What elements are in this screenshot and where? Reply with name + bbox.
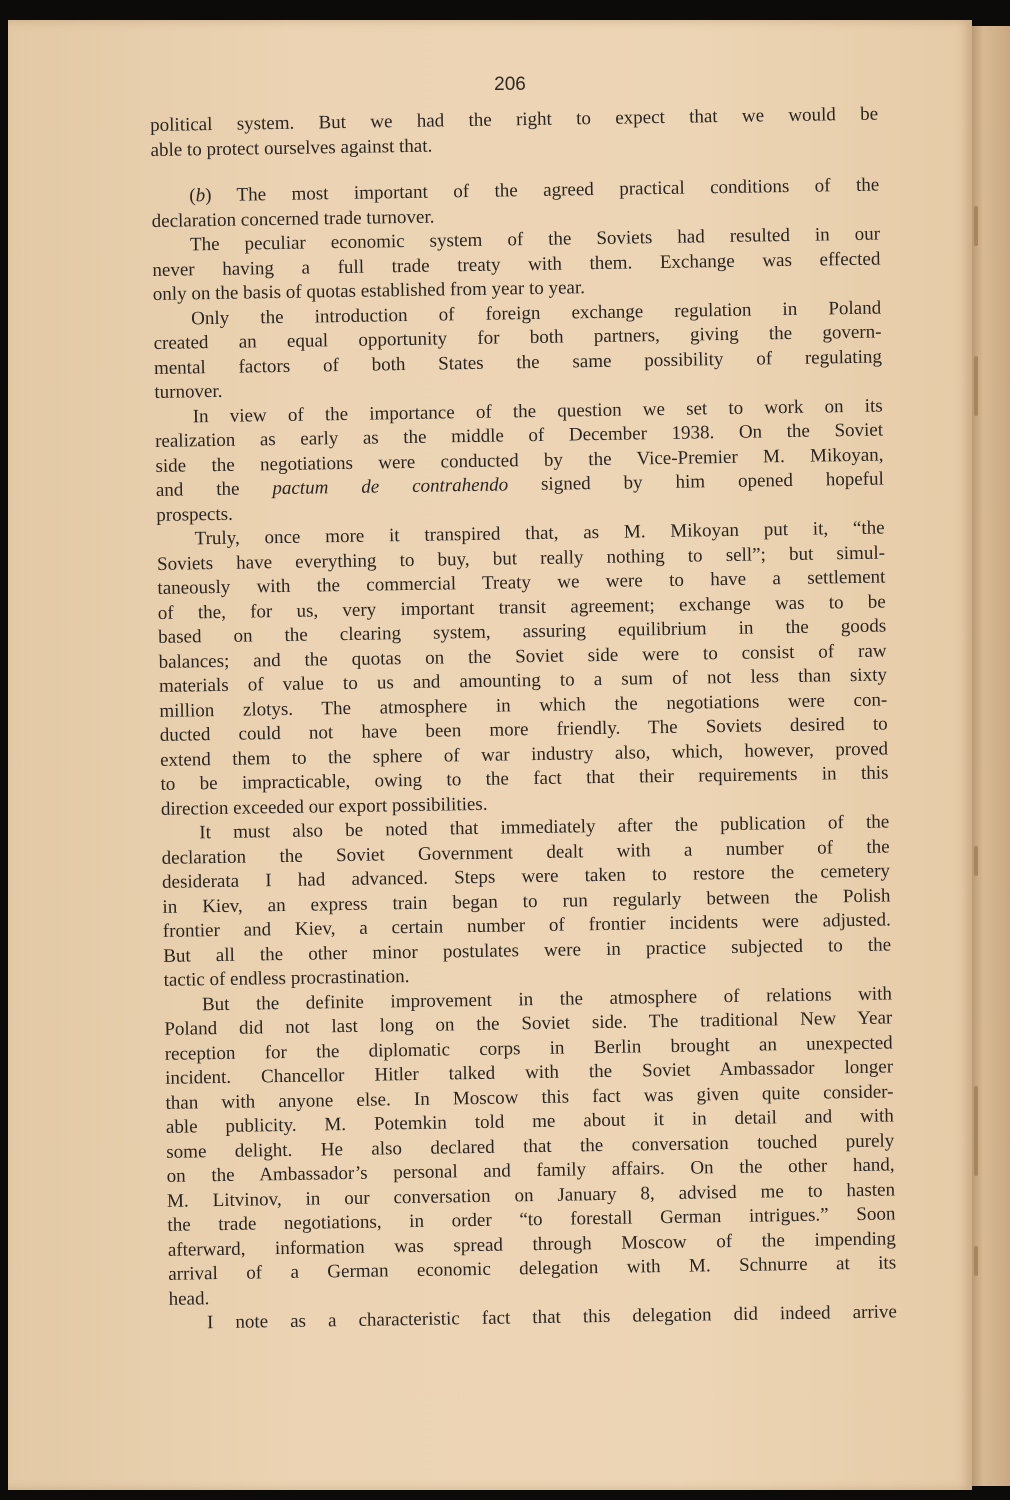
text-line: turnover. (154, 380, 223, 403)
text-line: only on the basis of quotas established from year to year. (152, 277, 586, 305)
text-line: afterward, information was spread through Moscow of the impending (167, 1227, 896, 1261)
text-line: taneously with the commercial Treaty we were to have a settlement (157, 566, 886, 599)
text-line: never having a full trade treaty with them. Exchange was effected (152, 248, 881, 281)
text-line: political system. But we had the right to expect that we would be (150, 103, 879, 136)
text-line: prospects. (156, 503, 233, 526)
page-number: 206 (494, 74, 526, 95)
text-line: But all the other minor postulates were in practice subjected to the (163, 933, 892, 967)
text-line: M. Litvinov, in our conversation on January 8, advised me to hasten (166, 1178, 896, 1212)
text-line: I note as a characteristic fact that this delegation did indeed arrive (206, 1301, 898, 1334)
text-line: declaration concerned trade turnover. (151, 206, 435, 232)
text-line: It must also be noted that immediately after the publication of the (199, 811, 890, 844)
text-line: mental factors of both States the same possibility of regulating (153, 346, 883, 379)
text-line: tactic of endless procrastination. (163, 966, 410, 991)
text-line: of the, for us, very important transit agreement; exchange was to be (157, 591, 886, 624)
text-line: in Kiev, an express train began to run regularly between the Polish (162, 884, 891, 918)
text-line: extend them to the sphere of war industry also, which, however, proved (159, 737, 889, 771)
text-line: and the pactum de contrahendo signed by him opened hopeful (155, 468, 884, 501)
text-line: side the negotiations were conducted by the Vice-Premier M. Mikoyan, (155, 444, 884, 477)
text-line: Poland did not last long on the Soviet side. The traditional New Year (164, 1007, 893, 1040)
body-text (150, 103, 897, 1337)
text-line: realization as early as the middle of December 1938. On the Soviet (154, 419, 884, 452)
text-line: Truly, once more it transpired that, as M. Mikoyan put it, “the (194, 517, 885, 550)
text-line: some delight. He also declared that the conversation touched purely (166, 1129, 895, 1163)
text-line: on the Ambassador’s personal and family affairs. On the other hand, (166, 1154, 895, 1187)
text-line: desiderata I had advanced. Steps were taken to restore the cemetery (161, 860, 891, 893)
text-line: direction exceeded our export possibilities. (160, 793, 488, 820)
text-line: arrival of a German economic delegation with M. Schnurre at its (168, 1252, 897, 1285)
text-line: created an equal opportunity for both partners, giving the govern- (153, 321, 882, 354)
text-line: incident. Chancellor Hitler talked with the Soviet Ambassador longer (164, 1056, 894, 1089)
text-line: than with anyone else. In Moscow this fact was given quite consider- (165, 1080, 894, 1114)
text-line: The peculiar economic system of the Soviets had resulted in our (189, 223, 881, 256)
text-line: ducted could not have been more friendly. The Soviets desired to (159, 713, 888, 746)
text-line: reception for the diplomatic corps in Berlin brought an unexpected (164, 1031, 893, 1065)
text-line: Soviets have everything to buy, but really nothing to sell”; but simul- (156, 542, 886, 575)
text-line: to be impracticable, owing to the fact that their requirements in this (160, 762, 889, 795)
text-line: In view of the importance of the question we set to work on its (192, 395, 883, 427)
text-line: Only the introduction of foreign exchange regulation in Poland (191, 297, 882, 329)
text-line: head. (168, 1287, 210, 1310)
text-line: based on the clearing system, assuring equilibrium in the goods (158, 615, 887, 648)
text-line: balances; and the quotas on the Soviet side were to consist of raw (158, 639, 887, 673)
text-line: able publicity. M. Potemkin told me about it in detail and with (165, 1105, 894, 1138)
text-line: the trade negotiations, in order “to forestall German intrigues.” Soon (167, 1203, 896, 1236)
text-line: able to protect ourselves against that. (150, 135, 433, 161)
text-line: (b) The most important of the agreed practical conditions of the (189, 174, 880, 207)
text-line: But the definite improvement in the atmosphere of relations with (201, 982, 893, 1015)
adjacent-page-edge (972, 26, 1010, 1486)
text-line: declaration the Soviet Government dealt with a number of the (161, 835, 890, 869)
text-line: frontier and Kiev, a certain number of frontier incidents were adjusted. (162, 909, 891, 942)
text-line: million zlotys. The atmosphere in which the negotiations were con- (159, 688, 888, 722)
text-line: materials of value to us and amounting to a sum of not less than sixty (158, 664, 888, 697)
